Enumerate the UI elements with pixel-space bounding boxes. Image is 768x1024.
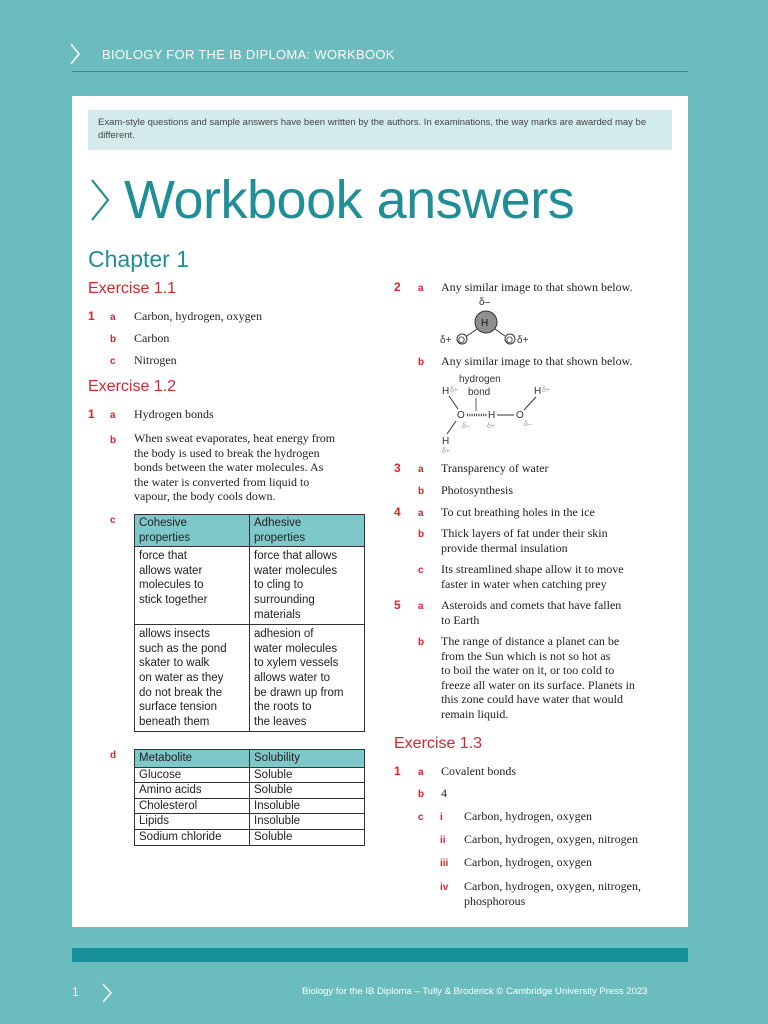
table-cell: Amino acids — [135, 783, 250, 799]
part-label: a — [418, 601, 424, 612]
answer-text: Hydrogen bonds — [134, 407, 214, 421]
part-label: a — [110, 410, 116, 421]
partial-charge-label: δ+ — [542, 387, 550, 394]
table-cell: Lipids — [135, 814, 250, 830]
part-label: a — [418, 767, 424, 778]
table-header-cell: Solubility — [250, 750, 365, 768]
solubility-table — [134, 749, 365, 846]
diagram-label: bond — [468, 387, 491, 398]
table-cell: force that allows water molecules to cling to surrounding materials — [250, 547, 365, 625]
table-cell: allows insects such as the pond skater to walk on water as they do not break the surface tension beneath them — [135, 625, 250, 732]
table-cell: Glucose — [135, 767, 250, 783]
subpart-label: ii — [440, 835, 446, 846]
disclaimer-note: Exam-style questions and sample answers have been written by the authors. In examinations, the way marks are awarded may be different. — [88, 110, 672, 150]
table-header-cell: Metabolite — [135, 750, 250, 768]
answer-text: Carbon, hydrogen, oxygen, nitrogen — [464, 832, 638, 846]
atom-label: H — [488, 410, 496, 421]
answer-text: Transparency of water — [441, 461, 549, 475]
water-molecule-diagram — [434, 294, 544, 350]
table-header-row — [135, 515, 365, 547]
answer-paragraph: Carbon, hydrogen, oxygen, nitrogen, phosphorous — [464, 879, 641, 908]
answer-paragraph: Thick layers of fat under their skin provide thermal insulation — [441, 526, 608, 555]
table-row — [135, 783, 365, 799]
part-label: d — [110, 750, 117, 761]
partial-charge-label: δ+ — [517, 335, 529, 346]
page-content — [72, 96, 688, 927]
question-number: 4 — [394, 505, 401, 519]
exercise-1-3-heading: Exercise 1.3 — [394, 735, 483, 752]
answer-text: Nitrogen — [134, 353, 177, 367]
header-divider — [72, 71, 688, 72]
part-label: c — [110, 356, 116, 367]
properties-table — [134, 514, 365, 732]
part-label: a — [418, 464, 424, 475]
answer-text: Covalent bonds — [441, 764, 516, 778]
bond-line — [524, 397, 536, 410]
part-label: c — [418, 565, 424, 576]
answer-text: Carbon, hydrogen, oxygen — [464, 855, 592, 869]
table-cell: Cholesterol — [135, 798, 250, 814]
footer-copyright: Biology for the IB Diploma – Tully & Broderick © Cambridge University Press 2023 — [302, 986, 648, 997]
table-row — [135, 625, 365, 732]
answer-paragraph: Its streamlined shape allow it to move faster in water when catching prey — [441, 562, 624, 591]
page-number: 1 — [72, 985, 79, 999]
part-label: a — [418, 283, 424, 294]
part-label: c — [110, 515, 116, 526]
part-label: b — [418, 637, 425, 648]
question-number: 1 — [394, 764, 401, 778]
hydrogen-bond-diagram — [436, 372, 566, 456]
bond-line — [467, 329, 477, 336]
answer-paragraph: When sweat evaporates, heat energy from the body is used to break the hydrogen bonds between the water molecules. As the water is converted from liquid to vapour, the body cools down. — [134, 431, 336, 504]
part-label: b — [418, 486, 425, 497]
partial-charge-label: δ+ — [440, 335, 452, 346]
part-label: b — [418, 357, 425, 368]
chevron-right-icon — [100, 982, 114, 1004]
table-cell: adhesion of water molecules to xylem vessels allows water to be drawn up from the roots to the leaves — [250, 625, 365, 732]
question-number: 5 — [394, 598, 401, 612]
answer-text: Any similar image to that shown below. — [441, 354, 633, 368]
table-cell: force that allows water molecules to stick together — [135, 547, 250, 625]
part-label: b — [110, 435, 117, 446]
atom-label: H — [481, 318, 489, 329]
table-cell: Soluble — [250, 767, 365, 783]
part-label: a — [418, 508, 424, 519]
partial-charge-label: δ– — [462, 423, 470, 430]
table-header-cell: Adhesive properties — [250, 515, 365, 547]
atom-label: O — [458, 335, 466, 345]
header-title: BIOLOGY FOR THE IB DIPLOMA: WORKBOOK — [102, 47, 395, 62]
subpart-label: iv — [440, 882, 449, 893]
table-cell: Soluble — [250, 829, 365, 845]
table-row — [135, 829, 365, 845]
answer-text: Any similar image to that shown below. — [441, 280, 633, 294]
footer-bar — [72, 948, 688, 962]
table-row — [135, 547, 365, 625]
question-number: 3 — [394, 461, 401, 475]
exercise-1-2-heading: Exercise 1.2 — [88, 378, 177, 395]
table-header-cell: Cohesive properties — [135, 515, 250, 547]
partial-charge-label: δ+ — [450, 387, 458, 394]
table-cell: Sodium chloride — [135, 829, 250, 845]
diagram-label: hydrogen — [459, 374, 501, 385]
bond-line — [449, 396, 458, 409]
part-label: c — [418, 812, 424, 823]
partial-charge-label: δ+ — [442, 448, 450, 455]
subpart-label: i — [440, 812, 443, 823]
answer-text: Carbon, hydrogen, oxygen — [134, 309, 262, 323]
answer-text: Photosynthesis — [441, 483, 514, 497]
answer-text: To cut breathing holes in the ice — [441, 505, 595, 519]
answer-text: 4 — [441, 786, 447, 800]
chapter-heading: Chapter 1 — [88, 246, 190, 272]
question-number: 1 — [88, 407, 95, 421]
table-cell: Insoluble — [250, 798, 365, 814]
atom-label: O — [516, 410, 524, 421]
bond-line — [447, 421, 456, 434]
subpart-label: iii — [440, 858, 449, 869]
table-cell: Insoluble — [250, 814, 365, 830]
question-number: 2 — [394, 280, 401, 294]
table-cell: Soluble — [250, 783, 365, 799]
answer-paragraph: The range of distance a planet can be from the Sun which is not so hot as to boil the water on it, or too cold to freeze all water on its surface. Planets in this zone could have water that would remain liquid. — [441, 634, 635, 721]
answer-text: Carbon, hydrogen, oxygen — [464, 809, 592, 823]
atom-label: H — [534, 386, 542, 397]
partial-charge-label: δ+ — [487, 423, 495, 430]
chevron-right-icon — [88, 176, 114, 224]
bond-line — [495, 329, 505, 336]
atom-label: H — [442, 386, 450, 397]
page-title — [88, 168, 574, 232]
exercise-1-1-heading: Exercise 1.1 — [88, 280, 177, 297]
question-number: 1 — [88, 309, 95, 323]
table-row — [135, 798, 365, 814]
table-row — [135, 767, 365, 783]
page-title-text: Workbook answers — [124, 170, 575, 230]
part-label: a — [110, 312, 116, 323]
part-label: b — [110, 334, 117, 345]
atom-label: O — [457, 410, 465, 421]
atom-label: H — [442, 436, 450, 447]
chevron-right-icon — [68, 42, 82, 66]
answer-paragraph: Asteroids and comets that have fallen to Earth — [441, 598, 622, 627]
partial-charge-label: δ– — [479, 297, 491, 308]
table-header-row — [135, 750, 365, 768]
partial-charge-label: δ– — [524, 421, 532, 428]
running-header — [0, 0, 768, 74]
part-label: b — [418, 529, 425, 540]
atom-label: O — [506, 335, 514, 345]
part-label: b — [418, 789, 425, 800]
table-row — [135, 814, 365, 830]
answer-text: Carbon — [134, 331, 170, 345]
